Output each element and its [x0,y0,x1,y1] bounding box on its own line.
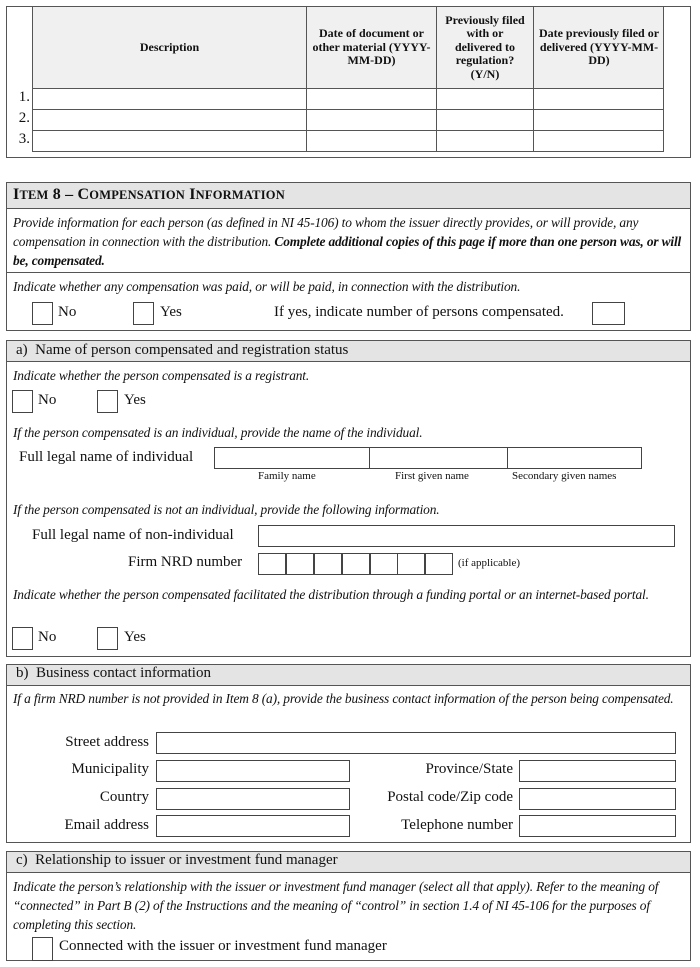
portal-no-label: No [38,629,57,645]
previously-filed-cell[interactable] [437,110,533,129]
date-cell[interactable] [307,89,436,108]
compensation-no-label: No [58,304,77,320]
registrant-no-checkbox[interactable] [12,390,33,413]
registrant-question: Indicate whether the person compensated is a registrant. [13,368,310,383]
section-b-title: b) Business contact information [16,665,211,681]
intro-bold-text: Complete additional copies of this page if more than one person was, or will be, compensated. [13,234,682,268]
family-name-caption: Family name [258,470,316,482]
compensation-yes-checkbox[interactable] [133,302,154,325]
description-cell[interactable] [33,110,306,129]
province-label: Province/State [425,761,513,777]
registrant-yes-checkbox[interactable] [97,390,118,413]
title-part: C [77,186,90,203]
first-name-caption: First given name [395,470,469,482]
column-header-date [307,7,436,88]
compensation-yes-label: Yes [160,304,182,320]
compensation-no-checkbox[interactable] [32,302,53,325]
column-header-label: Previously filed with or delivered to regulation? (Y/N) [445,12,525,81]
previously-filed-cell[interactable] [437,131,533,150]
first-name-field[interactable] [369,447,508,469]
non-individual-name-field[interactable] [258,525,675,547]
secondary-name-caption: Secondary given names [512,470,617,482]
individual-name-label: Full legal name of individual [19,449,194,465]
date-previously-filed-cell[interactable] [534,131,663,150]
registrant-yes-label: Yes [124,392,146,408]
item8-intro [13,213,689,270]
compensation-question: Indicate whether any compensation was paid, or will be paid, in connection with the distribution. [13,279,521,294]
title-part: TEM [19,188,49,202]
title-part: I [185,186,196,203]
column-header-date-previously-filed [534,7,664,88]
column-header-label: Date previously filed or delivered (YYYY-MM-DD) [538,26,660,68]
nrd-digit-box[interactable] [286,553,314,575]
number-compensated-label: If yes, indicate number of persons compensated. [274,304,564,320]
telephone-label: Telephone number [401,817,513,833]
title-part: I [13,186,20,203]
column-header-description [33,7,306,88]
section-a-title: a) Name of person compensated and registration status [16,342,349,358]
row-number: 2. [18,110,30,126]
row-number: 1. [18,89,30,105]
date-previously-filed-cell[interactable] [534,89,663,108]
title-part: OMPENSATION [89,188,186,202]
telephone-field[interactable] [519,815,676,837]
family-name-field[interactable] [214,447,370,469]
portal-question: Indicate whether the person compensated facilitated the distribution through a funding portal or an internet-based portal. [13,587,649,602]
municipality-field[interactable] [156,760,350,782]
country-field[interactable] [156,788,350,810]
table-divider [32,151,664,152]
firm-nrd-label: Firm NRD number [128,554,243,570]
non-individual-name-label: Full legal name of non-individual [32,527,234,543]
number-compensated-field[interactable] [592,302,625,325]
description-cell[interactable] [33,131,306,150]
date-cell[interactable] [307,110,436,129]
section-c-title: c) Relationship to issuer or investment fund manager [16,852,338,868]
connected-label: Connected with the issuer or investment fund manager [59,938,387,954]
section-c-instruction: Indicate the person’s relationship with the issuer or investment fund manager (select all that apply). Refer to the meaning of “connected” in Part B (2) of the Instructions and the meaning of “control” in section 1.4 of NI 45-106 for the purposes of completing this section. [13,879,659,932]
province-field[interactable] [519,760,676,782]
column-header-label: Description [139,39,200,54]
nrd-digit-box[interactable] [370,553,398,575]
section-divider [6,272,691,273]
portal-yes-label: Yes [124,629,146,645]
column-header-label: Date of document or other material (YYYY-MM-DD) [312,26,431,68]
postal-code-field[interactable] [519,788,676,810]
street-address-label: Street address [65,734,149,750]
title-part: 8 – [48,186,78,203]
email-label: Email address [64,817,149,833]
description-cell[interactable] [33,89,306,108]
title-part: NFORMATION [195,188,285,202]
nrd-digit-box[interactable] [314,553,342,575]
date-cell[interactable] [307,131,436,150]
intro-text: Provide information for each person (as defined in NI 45-106) to whom the issuer directly provides, or will provide, any compensation in connection with the distribution. [13,215,639,249]
nrd-digit-box[interactable] [425,553,453,575]
section-a-frame [6,340,691,657]
street-address-field[interactable] [156,732,676,754]
nrd-digit-box[interactable] [397,553,425,575]
registrant-no-label: No [38,392,57,408]
municipality-label: Municipality [71,761,149,777]
date-previously-filed-cell[interactable] [534,110,663,129]
individual-instruction: If the person compensated is an individual, provide the name of the individual. [13,425,423,440]
nrd-digit-box[interactable] [258,553,286,575]
section-b-instruction: If a firm NRD number is not provided in Item 8 (a), provide the business contact information of the person being compensated. [13,691,674,706]
item8-title [13,186,285,204]
postal-code-label: Postal code/Zip code [387,789,513,805]
email-field[interactable] [156,815,350,837]
row-number: 3. [18,131,30,147]
connected-checkbox[interactable] [32,937,53,961]
nrd-digit-box[interactable] [342,553,370,575]
portal-yes-checkbox[interactable] [97,627,118,650]
non-individual-instruction: If the person compensated is not an individual, provide the following information. [13,502,440,517]
previously-filed-cell[interactable] [437,89,533,108]
portal-no-checkbox[interactable] [12,627,33,650]
secondary-name-field[interactable] [507,447,642,469]
nrd-note: (if applicable) [458,557,520,569]
country-label: Country [99,789,149,805]
column-header-previously-filed [437,7,533,88]
